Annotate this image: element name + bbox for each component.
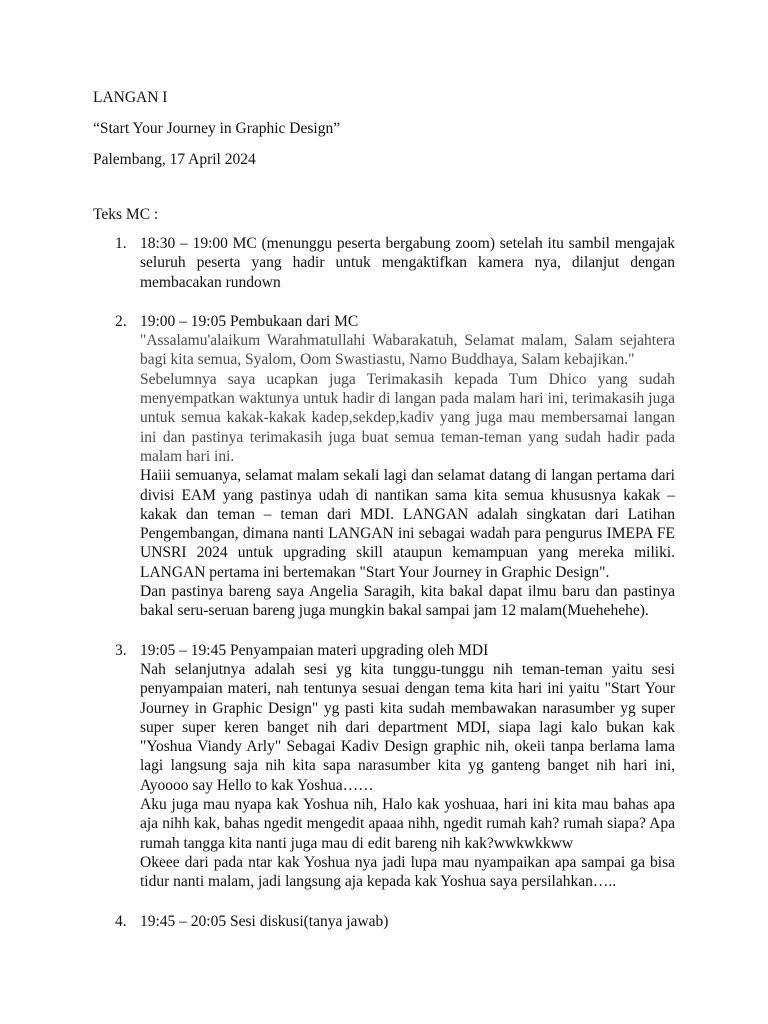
- list-item-number: 2.: [115, 312, 127, 330]
- list-item-text: Aku juga mau nyapa kak Yoshua nih, Halo kak yoshuaa, hari ini kita mau bahas apa aja nihh kak, bahas ngedit mengedit apaaa nihh, ngedit rumah kah? rumah siapa? Apa rumah tangga kita nanti juga mau di edit bareng nih kak?wwkwkkww: [140, 796, 675, 852]
- list-item-heading: 19:05 – 19:45 Penyampaian materi upgrading oleh MDI: [140, 641, 489, 659]
- list-item-heading: 19:00 – 19:05 Pembukaan dari MC: [140, 312, 359, 330]
- list-item: [93, 641, 675, 892]
- list-item: [93, 912, 675, 931]
- section-label: Teks MC :: [93, 206, 159, 223]
- list-item-text: Okeee dari pada ntar kak Yoshua nya jadi lupa mau nyampaikan apa sampai ga bisa tidur nanti malam, jadi langsung aja kepada kak Yoshua saya persilahkan…..: [140, 853, 675, 891]
- list-item-text: Sebelumnya saya ucapkan juga Terimakasih kepada Tum Dhico yang sudah menyempatkan waktunya untuk hadir di langan pada malam hari ini, terimakasih juga untuk semua kakak-kakak kadep,sekdep,kadiv yang juga mau membersamai langan ini dan pastinya terimakasih juga buat semua teman-teman yang sudah hadir pada malam hari ini.: [140, 370, 675, 465]
- document-dateline: Palembang, 17 April 2024: [93, 151, 256, 168]
- list-item: [93, 234, 675, 292]
- list-item-text: Haiii semuanya, selamat malam sekali lagi dan selamat datang di langan pertama dari divisi EAM yang pastinya udah di nantikan sama kita semua khususnya kakak – kakak dan teman – teman dari MDI. LANGAN adalah singkatan dari Latihan Pengembangan, dimana nanti LANGAN ini sebagai wadah para pengurus IMEPA FE UNSRI 2024 untuk upgrading skill ataupun kemampuan yang mereka miliki. LANGAN pertama ini bertemakan "Start Your Journey in Graphic Design".: [140, 467, 675, 581]
- list-item-text: "Assalamu'alaikum Warahmatullahi Wabarakatuh, Selamat malam, Salam sejahtera bagi kita semua, Syalom, Oom Swastiastu, Namo Buddhaya, Salam kebajikan.": [140, 332, 675, 369]
- document-subtitle: “Start Your Journey in Graphic Design”: [93, 120, 341, 137]
- list-item-number: 4.: [115, 912, 127, 930]
- list-item-text: Nah selanjutnya adalah sesi yg kita tunggu-tunggu nih teman-teman yaitu sesi penyampaian materi, nah tentunya sesuai dengan tema kita hari ini yaitu "Start Your Journey in Graphic Design" yg pasti kita sudah membawakan narasumber yg super super super keren banget nih dari department MDI, siapa lagi kalo bukan kak "Yoshua Viandy Arly" Sebagai Kadiv Design graphic nih, okeii tanpa berlama lama lagi langsung saja nih kita sapa narasumber kita yg ganteng banget nih hari ini, Ayoooo say Hello to kak Yoshua……: [140, 660, 675, 794]
- list-item-number: 1.: [115, 235, 127, 252]
- document-title: LANGAN I: [93, 89, 168, 106]
- list-item-heading: 19:45 – 20:05 Sesi diskusi(tanya jawab): [140, 912, 389, 930]
- list-item-text: 18:30 – 19:00 MC (menunggu peserta bergabung zoom) setelah itu sambil mengajak seluruh peserta yang hadir untuk mengaktifkan kamera nya, dilanjut dengan membacakan rundown: [140, 235, 675, 291]
- list-item-text: Dan pastinya bareng saya Angelia Saragih, kita bakal dapat ilmu baru dan pastinya bakal seru-seruan bareng juga mungkin bakal sampai jam 12 malam(Muehehehe).: [140, 583, 675, 620]
- list-item-number: 3.: [115, 641, 127, 659]
- rundown-list: [93, 234, 675, 931]
- list-item: [93, 312, 675, 621]
